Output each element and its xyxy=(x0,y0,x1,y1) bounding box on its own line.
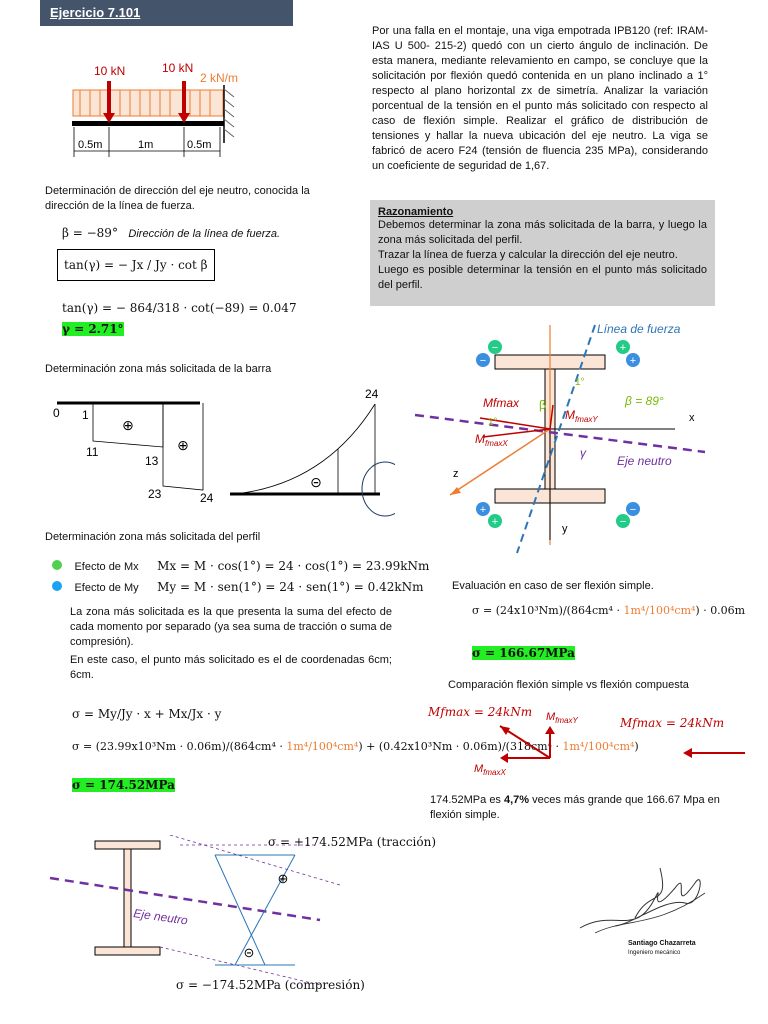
beta-note: Dirección de la línea de fuerza. xyxy=(128,228,281,240)
load-1-label: 10 kN xyxy=(94,64,126,78)
y-axis-label: y xyxy=(562,523,568,535)
svg-text:+: + xyxy=(491,516,499,528)
force-line-label: Línea de fuerza xyxy=(597,322,681,336)
svg-text:−: − xyxy=(619,516,627,528)
svg-text:⊝: ⊝ xyxy=(243,945,255,960)
z-axis-label: z xyxy=(453,468,459,480)
problem-statement: Por una falla en el montaje, una viga empotrada IPB120 (ref: IRAM-IAS U 500- 215-2) quedó con un cierto ángulo de inclinación. De esta manera, mediante relevamiento en campo, se concluye que la solicitación por flexión quedó contenida en un plano inclinado a 1° respecto al plano horizontal zx de simetría. Analizar la variación porcentual de la tensión en el punto más solicitado con respecto al caso de flexión simple. Realizar el gráfico de distribución de tensiones y hallar la nueva ubicación del eje neutro. La viga se fabricó de acero F24 (tensión de fluencia 235 MPa), considerando un coeficiente de seguridad de 1,67. xyxy=(372,25,708,172)
my-equation: My = M · sen(1°) = 24 · sen(1°) = 0.42kNm xyxy=(157,580,424,594)
bar-zone-heading: Determinación zona más solicitada de la barra xyxy=(45,363,272,375)
my-dot-icon xyxy=(52,581,62,591)
section-diagram xyxy=(405,315,725,565)
shear-23: 23 xyxy=(148,487,162,501)
signature-role: Ingeniero mecánico xyxy=(628,950,681,956)
stress-top-label: σ = +174.52MPa (tracción) xyxy=(268,835,437,849)
load-2-label: 10 kN xyxy=(162,61,194,75)
dim-2: 1m xyxy=(138,139,154,151)
title-bar xyxy=(40,0,293,26)
exercise-title: Ejercicio 7.101 xyxy=(50,5,141,20)
shear-1: 1 xyxy=(82,408,89,422)
signature-image xyxy=(575,848,715,948)
razonamiento-line-2: Trazar la línea de fuerza y calcular la dirección del eje neutro. xyxy=(378,249,678,261)
simple-equation: σ = (24x10³Nm)/(864cm⁴ · 1m⁴/100⁴cm⁴) · 0.06m xyxy=(472,604,746,617)
svg-text:−: − xyxy=(479,355,487,367)
neutral-axis-label: Eje neutro xyxy=(617,454,672,468)
simple-result: σ = 166.67MPa xyxy=(472,646,575,660)
moment-max: 24 xyxy=(365,387,379,401)
beta-line xyxy=(62,224,280,242)
my-row xyxy=(52,578,424,596)
shear-11: 11 xyxy=(86,445,99,459)
profile-para-1: La zona más solicitada es la que presenta la suma del efecto de cada momento por separado (ya sea suma de tracción o suma de compresión). xyxy=(70,606,392,648)
mx-row xyxy=(52,557,429,575)
svg-text:⊝: ⊝ xyxy=(310,474,322,490)
comparison-heading: Comparación flexión simple vs flexión compuesta xyxy=(448,679,689,691)
profile-zone-heading: Determinación zona más solicitada del perfil xyxy=(45,531,261,543)
razonamiento-box xyxy=(370,200,715,306)
mfmax-label: Mfmax xyxy=(483,396,519,410)
tan-gamma-formula: tan(γ) = − Jx / Jy · cot β xyxy=(57,249,215,281)
angle-1-top: 1° xyxy=(575,377,585,388)
razonamiento-title: Razonamiento xyxy=(378,206,454,218)
svg-text:MfmaxY: $M_{fmaxY}$ xyxy=(546,711,578,725)
razonamiento-line-1: Debemos determinar la zona más solicitada de la barra, y luego la zona más solicitada del perfil. xyxy=(378,219,707,246)
sigma-result: σ = 174.52MPa xyxy=(72,778,175,792)
shear-0: 0 xyxy=(53,406,60,420)
svg-text:MfmaxY: $M_{fmaxY}$ xyxy=(565,408,598,424)
svg-text:⊕: ⊕ xyxy=(277,871,289,886)
dim-3: 0.5m xyxy=(187,139,212,151)
mx-label: Efecto de Mx xyxy=(74,561,139,573)
mx-dot-icon xyxy=(52,560,62,570)
svg-text:⊕: ⊕ xyxy=(122,417,134,433)
profile-para-2: En este caso, el punto más solicitado es el de coordenadas 6cm; 6cm. xyxy=(70,654,392,681)
dist-load-label: 2 kN/m xyxy=(200,71,239,85)
dim-1: 0.5m xyxy=(78,139,103,151)
svg-text:⊕: ⊕ xyxy=(177,437,189,453)
beam-diagram xyxy=(60,55,260,165)
beta-value: β = −89° xyxy=(62,226,118,240)
svg-text:+: + xyxy=(629,355,637,367)
svg-text:MfmaxX: $M_{fmaxX}$ xyxy=(474,763,506,777)
svg-text:+: + xyxy=(479,504,487,516)
shear-13: 13 xyxy=(145,454,159,468)
razonamiento-line-3: Luego es posible determinar la tensión en el punto más solicitado del perfil. xyxy=(378,264,707,291)
stress-diagram xyxy=(40,835,370,985)
gamma-result: γ = 2.71° xyxy=(62,322,124,336)
sigma-formula: σ = My/Jy · x + Mx/Jx · y xyxy=(72,707,222,721)
comparison-conclusion: 174.52MPa es 4,7% veces más grande que 166.67 Mpa en flexión simple. xyxy=(430,794,720,821)
comparison-right: Mfmax = 24kNm xyxy=(620,716,725,730)
beta-89-label: β = 89° xyxy=(625,394,664,408)
x-axis-label: x xyxy=(689,412,695,424)
tan-gamma-calc: tan(γ) = − 864/318 · cot(−89) = 0.047 xyxy=(62,301,297,315)
svg-text:−: − xyxy=(629,504,637,516)
shear-24: 24 xyxy=(200,491,214,505)
stress-bottom-label: σ = −174.52MPa (compresión) xyxy=(176,978,365,992)
svg-text:−: − xyxy=(491,342,499,354)
sigma-substitution: σ = (23.99x10³Nm · 0.06m)/(864cm⁴ · 1m⁴/100⁴cm⁴) + (0.42x10³Nm · 0.06m)/(318cm⁴ · 1m⁴/100⁴cm⁴) xyxy=(72,740,639,753)
gamma-label: γ xyxy=(580,446,586,460)
simple-heading: Evaluación en caso de ser flexión simple. xyxy=(452,580,654,592)
beta-label: β xyxy=(539,398,546,412)
angle-1-left: 1° xyxy=(488,417,498,428)
svg-text:+: + xyxy=(619,342,627,354)
stress-neutral-label: Eje neutro xyxy=(132,906,189,928)
svg-text:MfmaxX: $M_{fmaxX}$ xyxy=(475,432,508,448)
shear-moment-diagram xyxy=(45,384,395,519)
mx-equation: Mx = M · cos(1°) = 24 · cos(1°) = 23.99kNm xyxy=(157,559,430,573)
comparison-vectors xyxy=(470,708,760,780)
signature-name: Santiago Chazarreta xyxy=(628,940,696,947)
my-label: Efecto de My xyxy=(74,582,139,594)
neutral-axis-heading: Determinación de dirección del eje neutro, conocida la dirección de la línea de fuerza. xyxy=(45,185,310,212)
comparison-left: Mfmax = 24kNm xyxy=(428,705,533,719)
